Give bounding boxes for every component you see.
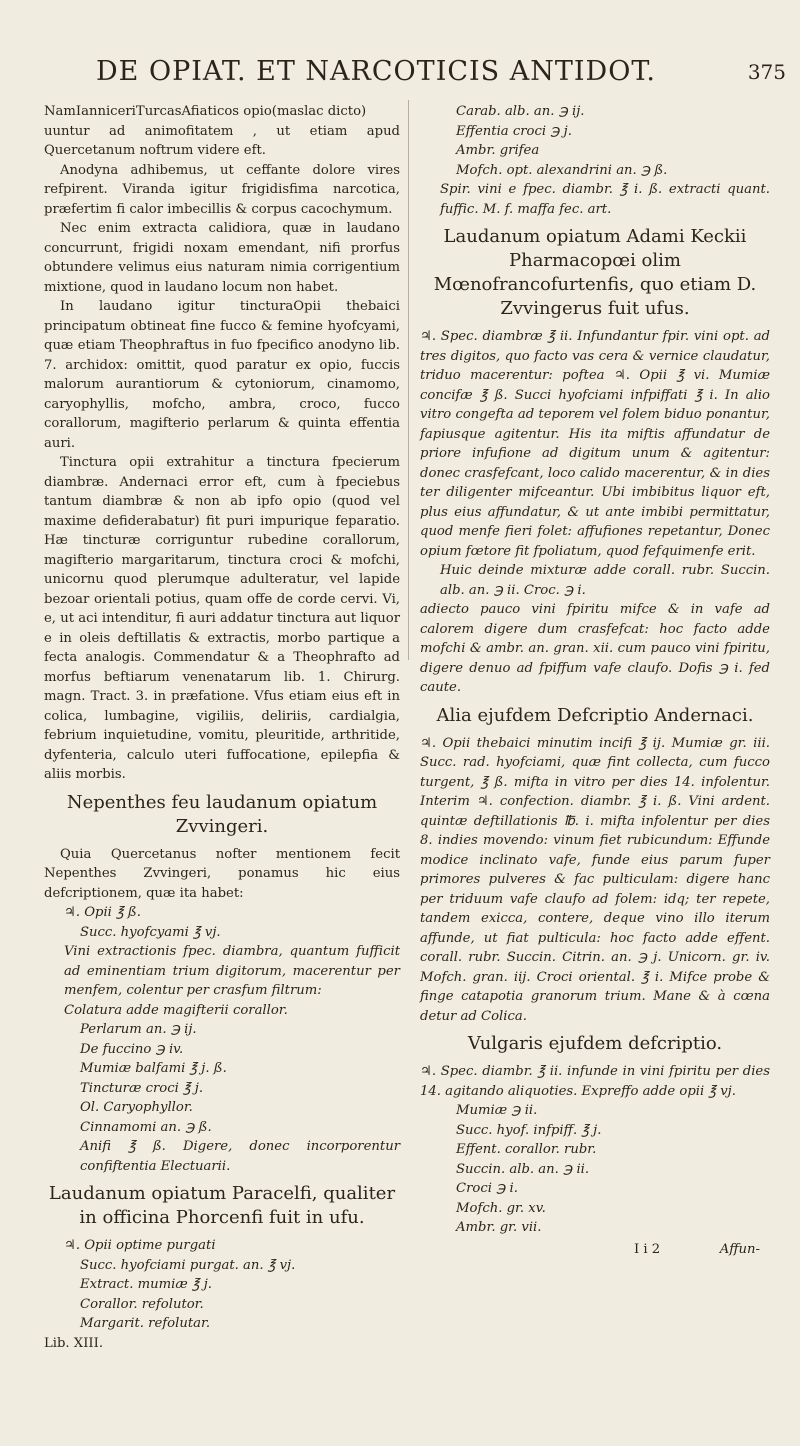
left-column [44, 102, 400, 1353]
heading-andernacus: Alia ejufdem Defcriptio Andernaci. [436, 704, 754, 726]
recipe-line: Succ. hyof. infpiff. ℥ j. [456, 1122, 602, 1138]
recipe-line: Corallor. refolutor. [80, 1296, 204, 1312]
paragraph-quia: Quia Quercetanus nofter mentionem fecit Nepenthes Zvvingeri, ponamus hic eius defcriptionem, quæ ita habet: [44, 846, 400, 901]
running-head [96, 56, 786, 94]
recipe-line: Effent. corallor. rubr. [456, 1142, 597, 1157]
recipe-line: Carab. alb. an. ℈ ij. [456, 104, 585, 119]
paragraph-in-laudano: In laudano igitur tincturaOpii thebaici principatum obtineat fine fucco & femine hyofcyami, quæ etiam Theophraftus in fuo fpecifico anodyno lib. 7. archidox: omittit, quod paratur ex opio, fuccis malorum aurantiorum & cytoniorum, cinamomo, caryophyllis, mofcho, ambra, croco, fucco corallorum, magifterio perlarum & quinta effentia auri. [44, 299, 400, 451]
recipe-line: Mofch. gr. xv. [456, 1200, 546, 1216]
running-head-title: DE OPIAT. ET NARCOTICIS ANTIDOT. [96, 56, 656, 87]
recipe-line: Ol. Caryophyllor. [80, 1100, 193, 1115]
recipe-line: Tincturæ croci ℥ j. [80, 1080, 204, 1096]
recipe-paracelsus [44, 1236, 400, 1334]
recipe-keckius-additions: Huic deinde mixturæ adde corall. rubr. Succin. alb. an. ℈ ii. Croc. ℈ i. [440, 563, 770, 598]
paragraph-anodyna: Anodyna adhibemus, ut ceffante dolore vires refpirent. Viranda igitur frigidisfima narcotica, præfertim fi calor imbecillis & corpus cacochymum. [44, 162, 400, 217]
intro-line-1: NamIanniceriTurcasAfiaticos opio(maslac dicto) [44, 104, 367, 119]
recipe-vulgaris [420, 1062, 770, 1238]
recipe-line: Croci ℈ i. [456, 1181, 518, 1196]
page-number: 375 [747, 60, 786, 84]
recipe-line: ♃. Opii optime purgati [64, 1238, 216, 1253]
recipe-line: Ambr. grifea [456, 143, 540, 158]
recipe-line: Perlarum an. ℈ ij. [80, 1022, 197, 1037]
recipe-line: Succ. hyofcyami ℥ vj. [80, 924, 221, 940]
recipe-line: ♃. Opii ℥ ß. [64, 905, 141, 920]
recipe-continued [420, 102, 770, 219]
recipe-keckius-method: adiecto pauco vini fpiritu mifce & in vafe ad calorem digere dum crasfefcat: hoc facto adde mofchi & ambr. an. gran. xii. cum pauco vini fpiritu, digere denuo ad fpiffum vafe claufo. Dofis ℈ i. fed caute. [420, 602, 770, 695]
recipe-line: Extract. mumiæ ℥ j. [80, 1277, 212, 1292]
recipe-line: Succin. alb. an. ℈ ii. [456, 1161, 590, 1177]
paragraph-nec-enim: Nec enim extracta calidiora, quæ in laudano concurrunt, frigidi noxam emendant, nifi prorfus obtundere velimus eius naturam nimia corrigentium mixtione, quod in laudano locum non habet. [44, 221, 400, 295]
page-footer [420, 1240, 770, 1262]
recipe-line: Effentia croci ℈ j. [456, 123, 572, 139]
recipe-line: Mumiæ balfami ℥ j. ß. [80, 1061, 227, 1076]
intro-line-2: uuntur ad animofitatem , ut etiam apud Quercetanum noftrum videre eft. [44, 123, 400, 158]
recipe-line: De fuccino ℈ iv. [80, 1041, 184, 1057]
recipe-line: Vini extractionis fpec. diambra, quantum fufficit ad eminentiam trium digitorum, macerentur per menfem, colentur per crasfum filtrum: [64, 944, 400, 998]
heading-nepenthes: Nepenthes feu laudanum opiatum Zvvingeri. [66, 791, 378, 837]
recipe-line: Margarit. refolutar. [80, 1316, 211, 1331]
recipe-line: ♃. Spec. diambr. ℥ ii. infunde in vini fpiritu per dies 14. agitando aliquoties. Expreffo adde opii ℥ vj. [420, 1064, 770, 1099]
recipe-line: Succ. hyofciami purgat. an. ℥ vj. [80, 1257, 296, 1273]
signature-mark: I i 2 [634, 1241, 661, 1257]
heading-paracelsus: Laudanum opiatum Paracelfi, qualiter in officina Phorcenfi fuit in ufu. [48, 1183, 396, 1228]
recipe-line: Ambr. gr. vii. [456, 1220, 542, 1235]
recipe-zwinger [44, 903, 400, 1176]
paragraph-tinctura: Tinctura opii extrahitur a tinctura fpecierum diambræ. Andernaci error eft, cum à fpeciebus tantum diambræ & non ab ipfo opio (quod vel maxime defiderabatur) fit puri impurique feparatio. Hæ tincturæ corriguntur rubedine corallorum, magifterio margaritarum, tinctura croci & mofchi, unicornu quod plerumque adulteratur, vel lapide bezoar orientali potius, quam offe de corde cervi. Vi, e, ut aci intenditur, fi auri addatur tinctura aut liquor e in oleis deftillatis & extractis, morbo partique a fecta analogis. Commendatur & a Theophrafto ad morfus beftiarum venenatarum lib. 1. Chirurg. magn. Tract. 3. in præfatione. Vfus etiam eius eft in colica, lumbagine, vigiliis, deliriis, cardialgia, febrium inquietudine, vomitu, pleuritide, arthritide, dyfenteria, calculo uteri fuffocatione, epilepfia & aliis morbis. [44, 455, 400, 782]
recipe-line: Anifi ℥ ß. Digere, donec incorporentur confiftentia Electuarii. [80, 1139, 400, 1174]
recipe-line: Spir. vini e fpec. diambr. ℥ i. ß. extracti quant. fuffic. M. f. maffa fec. art. [440, 182, 770, 217]
signature-mark: Lib. XIII. [44, 1335, 104, 1351]
column-rule [408, 100, 409, 660]
recipe-keckius: ♃. Spec. diambræ ℥ ii. Infundantur fpir. vini opt. ad tres digitos, quo facto vas cera & vernice claudatur, triduo macerentur: poftea ♃. Opii ℥ vi. Mumiæ concifæ ℥ ß. Succi hyofciami infpiffati ℥ i. In alio vitro congefta ad teporem vel folem biduo ponantur, fapiusque agitentur. His ita miftis affundatur de priore infufione ad digitum unum & agitentur: donec crasfefcant, loco calido macerentur, & in dies ter diligenter mifceantur. Ubi imbibitus liquor eft, plus eius affundatur, & ut ante imbibi permittatur, quod menfe fieri folet: affufiones repetantur, Donec opium fœtore fit fpoliatum, quod fefquimenfe erit. [420, 329, 770, 559]
right-column [420, 102, 770, 1262]
heading-keckius: Laudanum opiatum Adami Keckii Pharmacopœi olim Mœnofrancofurtenfis, quo etiam D. Zvvingerus fuit ufus. [433, 226, 757, 319]
recipe-line: Colatura adde magifterii corallor. [64, 1002, 288, 1018]
recipe-andernacus: ♃. Opii thebaici minutim incifi ℥ ij. Mumiæ gr. iii. Succ. rad. hyofciami, quæ fint collecta, cum fucco turgent, ℥ ß. mifta in vitro per dies 14. infolentur. Interim ♃. confection. diambr. ℥ i. ß. Vini ardent. quintæ deftillationis ℔. i. mifta infolentur per dies 8. indies movendo: vinum fiet rubicundum: Effunde modice inclinato vafe, funde eius parum fuper primores pulveres & fac pulticulam: digere hanc per triduum vafe claufo ad folem: idq; ter repete, tandem exicca, contere, deque vino illo iterum affunde, ut fiat pulticula: hoc facto adde effent. corall. rubr. Succin. Citrin. an. ℈ j. Unicorn. gr. iv. Mofch. gran. iij. Croci oriental. ℥ i. Mifce probe & finge catapotia granorum trium. Mane & à cœna detur ad Colica. [420, 735, 770, 1024]
heading-vulgaris: Vulgaris ejufdem defcriptio. [467, 1033, 723, 1054]
recipe-line: Cinnamomi an. ℈ ß. [80, 1119, 212, 1135]
catchword: Affun- [719, 1241, 760, 1257]
recipe-line: Mumiæ ℈ ii. [456, 1103, 538, 1118]
recipe-line: Mofch. opt. alexandrini an. ℈ ß. [456, 162, 668, 178]
